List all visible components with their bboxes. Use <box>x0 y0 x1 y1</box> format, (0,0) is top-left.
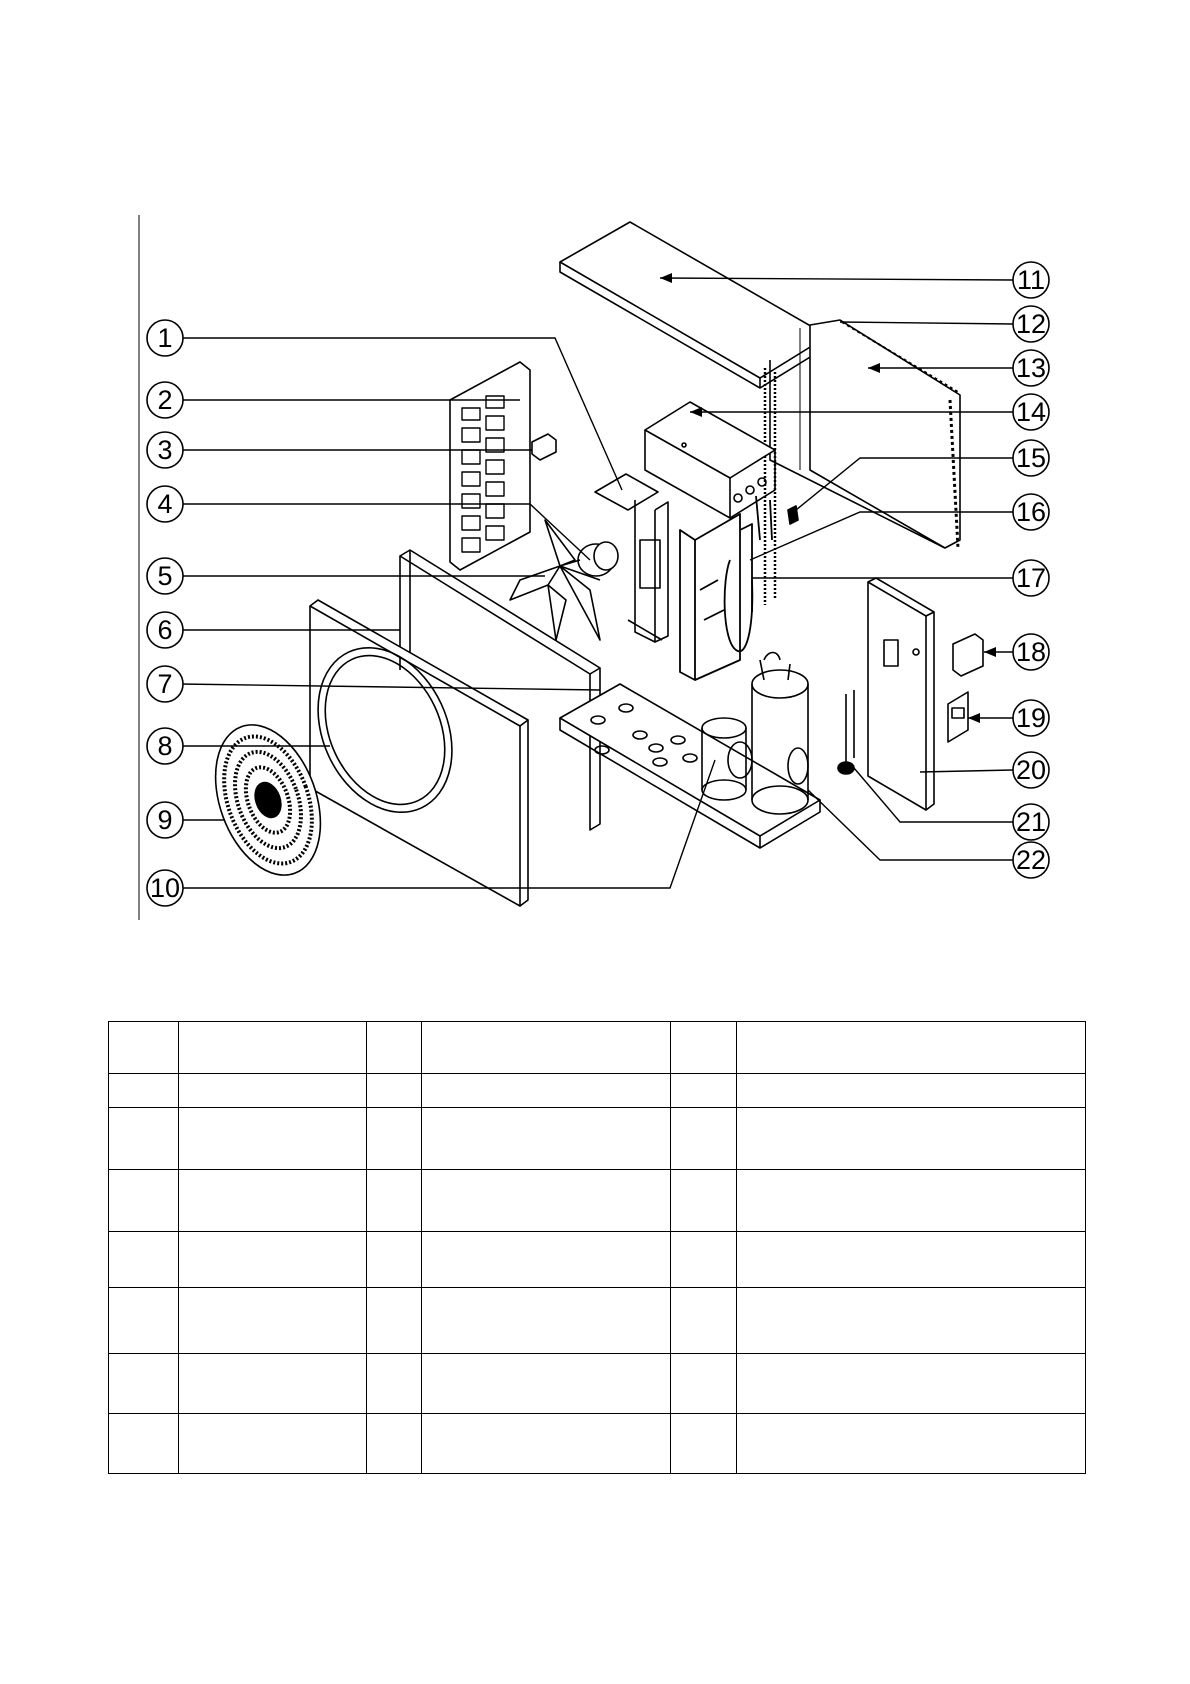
electrical-box <box>645 402 775 518</box>
callout-20 <box>1013 752 1049 788</box>
callout-label-11: 11 <box>1016 265 1046 295</box>
callout-10 <box>147 870 183 906</box>
pressure-switch <box>838 690 854 774</box>
leader-line-7 <box>180 684 600 690</box>
table-cell <box>367 1022 422 1074</box>
table-cell <box>422 1074 671 1108</box>
callout-9 <box>147 802 183 838</box>
callout-label-9: 9 <box>157 805 173 835</box>
table-row <box>109 1288 1086 1354</box>
table-cell <box>422 1354 671 1414</box>
callout-16 <box>1013 494 1049 530</box>
callout-2 <box>147 382 183 418</box>
callout-label-1: 1 <box>157 323 173 353</box>
callout-label-3: 3 <box>157 435 173 465</box>
table-cell <box>422 1108 671 1170</box>
piping-assembly <box>680 496 772 680</box>
table-cell <box>737 1232 1086 1288</box>
callout-label-14: 14 <box>1015 397 1047 427</box>
callout-label-2: 2 <box>157 385 173 415</box>
callout-label-15: 15 <box>1015 443 1047 473</box>
callout-18 <box>1013 634 1049 670</box>
table-row <box>109 1232 1086 1288</box>
table-cell <box>367 1232 422 1288</box>
table-cell <box>367 1108 422 1170</box>
table-cell <box>737 1354 1086 1414</box>
terminal-block <box>948 692 968 742</box>
table-cell <box>671 1232 737 1288</box>
table-cell <box>671 1108 737 1170</box>
table-cell <box>671 1022 737 1074</box>
table-cell <box>367 1170 422 1232</box>
table-cell <box>179 1022 367 1074</box>
callout-label-16: 16 <box>1015 497 1047 527</box>
callout-label-19: 19 <box>1015 703 1047 733</box>
table-cell <box>737 1022 1086 1074</box>
table-cell <box>671 1414 737 1474</box>
table-cell <box>671 1074 737 1108</box>
table-cell <box>367 1074 422 1108</box>
table-cell <box>109 1414 179 1474</box>
callout-12 <box>1013 306 1049 342</box>
arrowhead-18 <box>984 647 996 657</box>
arrowhead-19 <box>968 713 980 723</box>
callout-label-22: 22 <box>1015 845 1047 875</box>
table-row <box>109 1170 1086 1232</box>
table-cell <box>109 1022 179 1074</box>
table-cell <box>109 1288 179 1354</box>
table-cell <box>109 1170 179 1232</box>
callout-label-8: 8 <box>157 731 173 761</box>
table-cell <box>179 1170 367 1232</box>
callout-11 <box>1013 262 1049 298</box>
table-cell <box>737 1170 1086 1232</box>
callout-label-12: 12 <box>1015 309 1047 339</box>
callout-17 <box>1013 560 1049 596</box>
side-grille-panel <box>450 362 530 570</box>
callout-14 <box>1013 394 1049 430</box>
table-cell <box>671 1354 737 1414</box>
table-cell <box>737 1074 1086 1108</box>
table-cell <box>367 1414 422 1474</box>
callout-label-7: 7 <box>157 669 173 699</box>
wire-controller <box>532 434 556 460</box>
leader-line-12 <box>840 322 1013 324</box>
callout-label-13: 13 <box>1015 353 1047 383</box>
callout-15 <box>1013 440 1049 476</box>
callout-label-10: 10 <box>149 873 181 903</box>
callout-label-21: 21 <box>1015 807 1047 837</box>
table-cell <box>179 1108 367 1170</box>
table-cell <box>422 1288 671 1354</box>
table-cell <box>109 1232 179 1288</box>
table-cell <box>671 1170 737 1232</box>
callout-19 <box>1013 700 1049 736</box>
table-row <box>109 1414 1086 1474</box>
table-cell <box>422 1414 671 1474</box>
callout-label-17: 17 <box>1015 563 1047 593</box>
table-row <box>109 1108 1086 1170</box>
table-cell <box>179 1288 367 1354</box>
callout-label-20: 20 <box>1015 755 1047 785</box>
callout-3 <box>147 432 183 468</box>
table-cell <box>422 1170 671 1232</box>
table-cell <box>422 1232 671 1288</box>
parts-list-table <box>108 1021 1086 1474</box>
callout-21 <box>1013 804 1049 840</box>
table-cell <box>109 1074 179 1108</box>
table-cell <box>367 1354 422 1414</box>
callout-label-6: 6 <box>157 615 173 645</box>
right-side-panel <box>868 578 934 810</box>
callout-1 <box>147 320 183 356</box>
callout-label-4: 4 <box>157 489 173 519</box>
callout-22 <box>1013 842 1049 878</box>
callout-13 <box>1013 350 1049 386</box>
callout-4 <box>147 486 183 522</box>
table-cell <box>179 1414 367 1474</box>
callout-7 <box>147 666 183 702</box>
top-cover-panel <box>560 222 828 388</box>
table-cell <box>109 1354 179 1414</box>
fan-guard-grille <box>196 710 340 889</box>
table-cell <box>179 1232 367 1288</box>
table-row <box>109 1022 1086 1074</box>
callout-8 <box>147 728 183 764</box>
table-cell <box>109 1108 179 1170</box>
table-row <box>109 1354 1086 1414</box>
table-cell <box>367 1288 422 1354</box>
callout-label-5: 5 <box>157 561 173 591</box>
table-cell <box>422 1022 671 1074</box>
table-cell <box>737 1288 1086 1354</box>
base-tray <box>560 684 820 848</box>
callout-6 <box>147 612 183 648</box>
callout-label-18: 18 <box>1015 637 1047 667</box>
table-cell <box>179 1074 367 1108</box>
display-controller <box>953 634 983 676</box>
table-cell <box>737 1414 1086 1474</box>
table-row <box>109 1074 1086 1108</box>
table-cell <box>179 1354 367 1414</box>
table-cell <box>737 1108 1086 1170</box>
leader-line-1 <box>180 338 622 490</box>
table-cell <box>671 1288 737 1354</box>
callout-5 <box>147 558 183 594</box>
